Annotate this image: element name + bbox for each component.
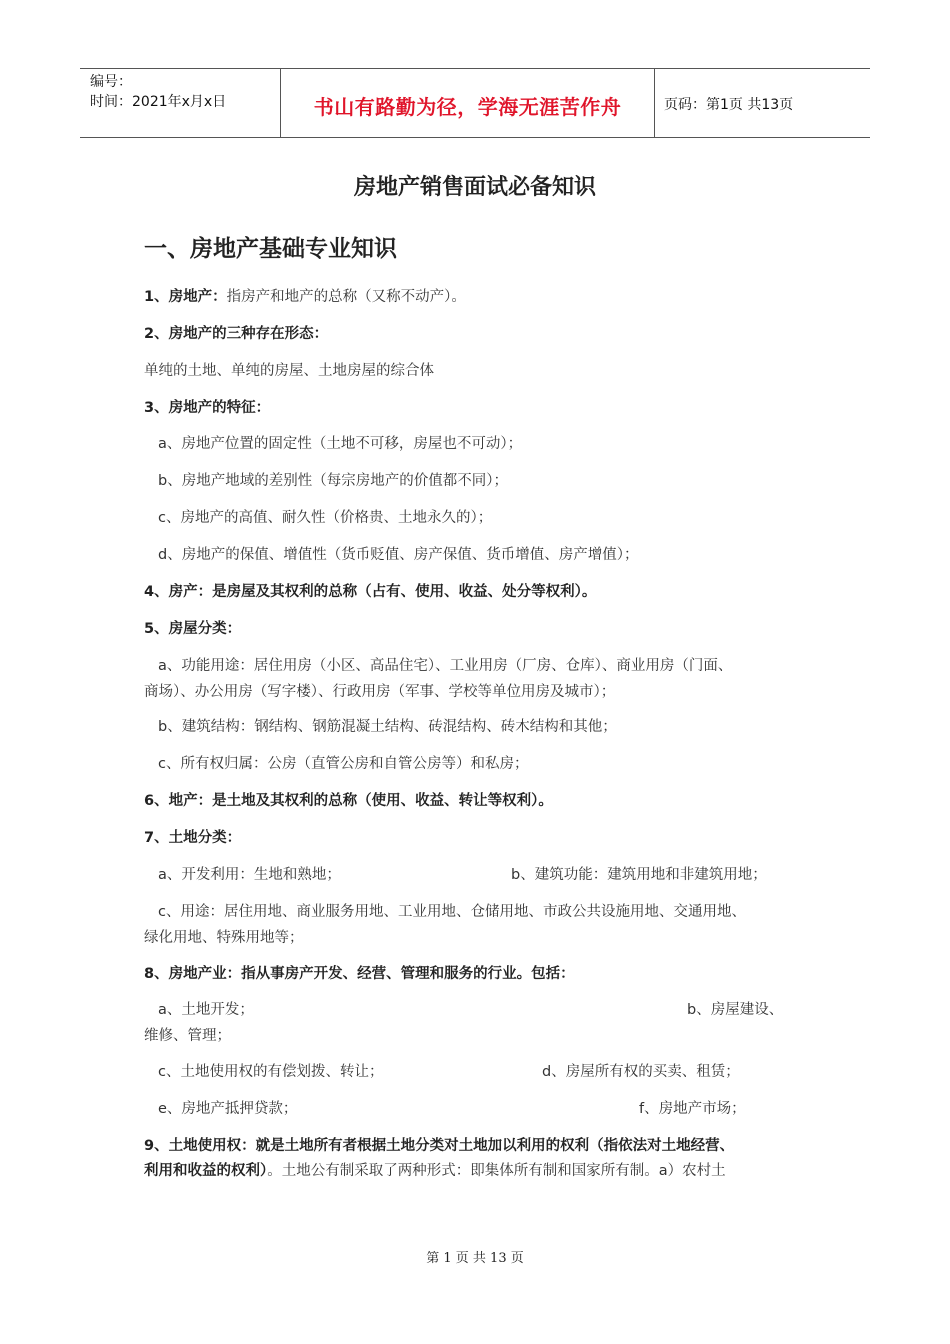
header-left-cell: [80, 69, 280, 137]
item-5-c: c、所有权归属：公房（直管公房和自管公房等）和私房；: [158, 756, 529, 772]
item-5-a-line2: 商场）、办公用房（写字楼）、行政用房（军事、学校等单位用房及城市）；: [144, 684, 616, 700]
item-4: 4、房产：是房屋及其权利的总称（占有、使用、收益、处分等权利）。: [144, 584, 597, 600]
document-header: [80, 68, 870, 138]
item-8-a: a、土地开发；: [158, 1002, 254, 1018]
item-2-head: 2、房地产的三种存在形态：: [144, 326, 329, 342]
item-9-line1: 9、土地使用权：就是土地所有者根据土地分类对土地加以利用的权利（指依法对土地经营、: [144, 1138, 735, 1154]
item-8: 8、房地产业：指从事房产开发、经营、管理和服务的行业。包括：: [144, 966, 575, 982]
item-8-d: d、房屋所有权的买卖、租赁；: [542, 1064, 740, 1080]
item-2-text: 单纯的土地、单纯的房屋、土地房屋的综合体: [144, 363, 434, 379]
time-label: 时间：2021年x月x日: [90, 94, 227, 110]
item-3-d: d、房地产的保值、增值性（货币贬值、房产保值、货币增值、房产增值）；: [158, 547, 639, 563]
item-6: 6、地产：是土地及其权利的总称（使用、收益、转让等权利）。: [144, 793, 553, 809]
item-9-text-part: 。土地公有制采取了两种形式：即集体所有制和国家所有制。a）农村土: [267, 1163, 726, 1179]
section-heading: 一、房地产基础专业知识: [144, 235, 397, 262]
header-middle-cell: [280, 69, 655, 137]
header-right-cell: [654, 69, 870, 137]
item-1-text: 指房产和地产的总称（又称不动产）。: [226, 289, 466, 305]
item-9-bold-part: 利用和收益的权利）: [144, 1163, 268, 1179]
item-7-a: a、开发利用：生地和熟地；: [158, 867, 341, 883]
item-1-head: 1、房地产：: [144, 289, 227, 305]
item-8-e: e、房地产抵押贷款；: [158, 1101, 298, 1117]
item-7-c-line1: c、用途：居住用地、商业服务用地、工业用地、仓储用地、市政公共设施用地、交通用地、: [158, 904, 746, 920]
item-7-c-line2: 绿化用地、特殊用地等；: [144, 930, 304, 946]
item-8-b-line1: b、房屋建设、: [687, 1002, 784, 1018]
item-3-head: 3、房地产的特征：: [144, 400, 271, 416]
item-8-c: c、土地使用权的有偿划拨、转让；: [158, 1064, 384, 1080]
item-3-b: b、房地产地域的差别性（每宗房地产的价值都不同）；: [158, 473, 508, 489]
item-5-b: b、建筑结构：钢结构、钢筋混凝土结构、砖混结构、砖木结构和其他；: [158, 719, 617, 735]
item-1: [144, 285, 466, 306]
motto-text: 书山有路勤为径，学海无涯苦作舟: [313, 95, 622, 119]
item-5-head: 5、房屋分类：: [144, 621, 242, 637]
page-footer: 第 1 页 共 13 页: [426, 1251, 524, 1266]
page-info: 页码：第1页 共13页: [664, 97, 794, 113]
item-5-a-line1: a、功能用途：居住用房（小区、高品住宅）、工业用房（厂房、仓库）、商业用房（门面、: [158, 658, 733, 674]
item-7-b: b、建筑功能：建筑用地和非建筑用地；: [511, 867, 767, 883]
item-8-f: f、房地产市场；: [639, 1101, 746, 1117]
document-title: 房地产销售面试必备知识: [353, 174, 596, 200]
item-3-a: a、房地产位置的固定性（土地不可移，房屋也不可动）；: [158, 436, 523, 452]
item-7-head: 7、土地分类：: [144, 830, 242, 846]
item-9-line2: [144, 1159, 726, 1180]
item-3-c: c、房地产的高值、耐久性（价格贵、土地永久的）；: [158, 510, 493, 526]
number-label: 编号：: [90, 74, 132, 90]
item-8-b-line2: 维修、管理；: [144, 1028, 231, 1044]
